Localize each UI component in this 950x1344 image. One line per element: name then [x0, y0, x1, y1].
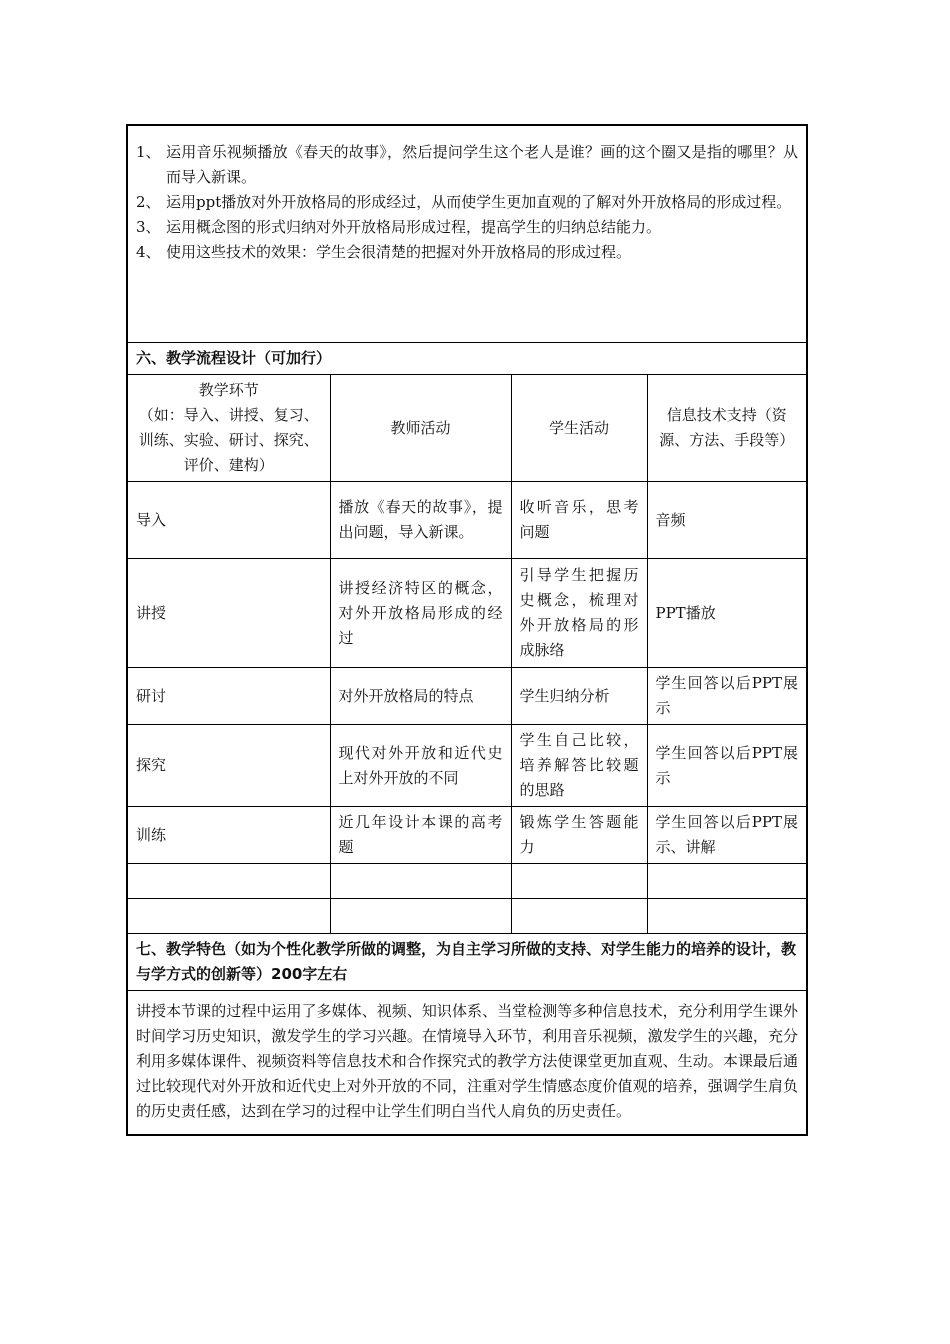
list-text: 运用音乐视频播放《春天的故事》，然后提问学生这个老人是谁？画的这个圈又是指的哪里？从而导入新课。 [166, 143, 799, 186]
empty-cell [127, 899, 330, 934]
table-row [127, 482, 807, 559]
section-7-title: 七、教学特色（如为个性化教学所做的调整，为自主学习所做的支持、对学生能力的培养的设计，教与学方式的创新等）200字左右 [127, 934, 807, 991]
column-header-row [127, 375, 807, 482]
section-6-header-row [127, 343, 807, 375]
cell-tech: 学生回答以后PPT展示 [647, 725, 807, 807]
lesson-plan-sheet [126, 124, 806, 1136]
cell-student: 锻炼学生答题能力 [511, 807, 647, 864]
empty-cell [330, 899, 511, 934]
empty-cell [647, 899, 807, 934]
section-7-body-row [127, 991, 807, 1136]
table-row [127, 725, 807, 807]
cell-student: 收听音乐，思考问题 [511, 482, 647, 559]
list-item [136, 240, 798, 265]
cell-student: 学生自己比较，培养解答比较题的思路 [511, 725, 647, 807]
cell-stage: 导入 [127, 482, 330, 559]
list-item [136, 190, 798, 215]
list-number: 4、 [136, 243, 161, 261]
list-text: 使用这些技术的效果：学生会很清楚的把握对外开放格局的形成过程。 [166, 243, 632, 261]
list-item [136, 215, 798, 240]
header-teacher: 教师活动 [330, 375, 511, 482]
cell-teacher: 播放《春天的故事》，提出问题，导入新课。 [330, 482, 511, 559]
header-stage-text: 教学环节 （如：导入、讲授、复习、训练、实验、研讨、探究、评价、建构） [138, 381, 319, 474]
cell-stage: 讲授 [127, 559, 330, 668]
cell-teacher: 现代对外开放和近代史上对外开放的不同 [330, 725, 511, 807]
section-7-header-row [127, 934, 807, 991]
cell-tech: 音频 [647, 482, 807, 559]
cell-student: 引导学生把握历史概念，梳理对外开放格局的形成脉络 [511, 559, 647, 668]
header-stage [127, 375, 330, 482]
cell-teacher: 近几年设计本课的高考题 [330, 807, 511, 864]
empty-cell [511, 899, 647, 934]
section-7-body: 讲授本节课的过程中运用了多媒体、视频、知识体系、当堂检测等多种信息技术，充分利用学生课外时间学习历史知识，激发学生的学习兴趣。在情境导入环节，利用音乐视频，激发学生的兴趣，充分利用多媒体课件、视频资料等信息技术和合作探究式的教学方法使课堂更加直观、生动。本课最后通过比较现代对外开放和近代史上对外开放的不同，注重对学生情感态度价值观的培养，强调学生肩负的历史责任感，达到在学习的过程中让学生们明白当代人肩负的历史责任。 [127, 991, 807, 1136]
table-row [127, 807, 807, 864]
cell-tech: 学生回答以后PPT展示 [647, 668, 807, 725]
empty-row [127, 899, 807, 934]
cell-tech: PPT播放 [647, 559, 807, 668]
list-number: 3、 [136, 218, 161, 236]
header-tech: 信息技术支持（资源、方法、手段等） [647, 375, 807, 482]
empty-cell [330, 864, 511, 899]
tech-usage-row [127, 125, 807, 343]
list-text: 运用ppt播放对外开放格局的形成经过，从而使学生更加直观的了解对外开放格局的形成过程。 [166, 193, 792, 211]
cell-teacher: 讲授经济特区的概念，对外开放格局形成的经过 [330, 559, 511, 668]
list-item [136, 140, 798, 190]
cell-stage: 探究 [127, 725, 330, 807]
empty-cell [511, 864, 647, 899]
cell-stage: 训练 [127, 807, 330, 864]
table-row [127, 668, 807, 725]
header-student: 学生活动 [511, 375, 647, 482]
lesson-plan-table [126, 124, 808, 1136]
tech-usage-list [127, 125, 807, 343]
empty-row [127, 864, 807, 899]
list-number: 1、 [136, 143, 161, 161]
cell-student: 学生归纳分析 [511, 668, 647, 725]
table-row [127, 559, 807, 668]
cell-teacher: 对外开放格局的特点 [330, 668, 511, 725]
empty-cell [647, 864, 807, 899]
section-6-title: 六、教学流程设计（可加行） [127, 343, 807, 375]
list-number: 2、 [136, 193, 161, 211]
list-text: 运用概念图的形式归纳对外开放格局形成过程，提高学生的归纳总结能力。 [166, 218, 662, 236]
empty-cell [127, 864, 330, 899]
cell-tech: 学生回答以后PPT展示、讲解 [647, 807, 807, 864]
cell-stage: 研讨 [127, 668, 330, 725]
